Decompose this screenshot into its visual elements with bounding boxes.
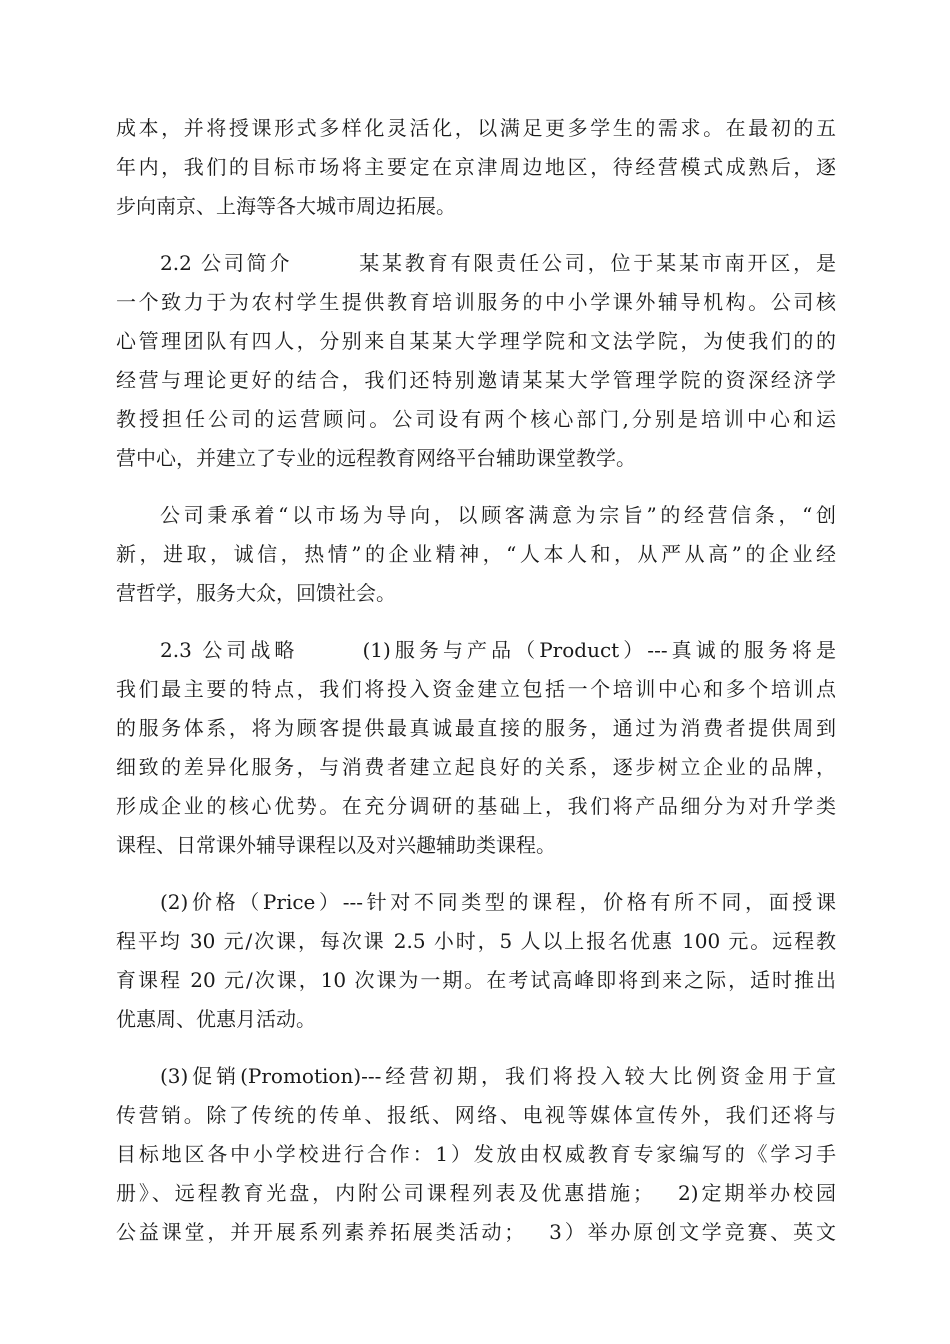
section-heading-2-2: 2.2 公司简介: [160, 251, 293, 275]
text-line: 心管理团队有四人，分别来自某某大学理学院和文法学院，为使我们的的: [116, 329, 836, 353]
text-line: 册》、远程教育光盘，内附公司课程列表及优惠措施； 2)定期举办校园: [116, 1181, 836, 1205]
text-line-with-heading: [116, 631, 836, 670]
text-line: 目标地区各中小学校进行合作：1）发放由权威教育专家编写的《学习手: [116, 1142, 836, 1166]
text-line: 公益课堂，并开展系列素养拓展类活动； 3）举办原创文学竞赛、英文: [116, 1220, 836, 1244]
text-line: (3)促销(Promotion)---经营初期，我们将投入较大比例资金用于宣: [160, 1064, 836, 1088]
paragraph-market-continuation: [116, 109, 836, 226]
text-line: 形成企业的核心优势。在充分调研的基础上，我们将产品细分为对升学类: [116, 794, 836, 818]
text-line: 步向南京、上海等各大城市周边拓展。: [116, 194, 456, 218]
text-line: 教授担任公司的运营顾问。公司设有两个核心部门,分别是培训中心和运: [116, 407, 836, 431]
text-line: 课程、日常课外辅导课程以及对兴趣辅助类课程。: [116, 833, 556, 857]
text-line: 新，进取，诚信，热情”的企业精神，“人本人和，从严从高”的企业经: [116, 542, 836, 566]
document-body: [116, 109, 836, 1270]
text-line: 经营与理论更好的结合，我们还特别邀请某某大学管理学院的资深经济学: [116, 368, 836, 392]
text-line: 程平均 30 元/次课，每次课 2.5 小时，5 人以上报名优惠 100 元。远程教: [116, 929, 836, 953]
text-line: (2)价格（Price）---针对不同类型的课程，价格有所不同，面授课: [160, 890, 836, 914]
text-line-fragment: 某某教育有限责任公司，位于某某市南开区，是: [356, 251, 837, 275]
text-line: 一个致力于为农村学生提供教育培训服务的中小学课外辅导机构。公司核: [116, 290, 836, 314]
text-line: 年内，我们的目标市场将主要定在京津周边地区，待经营模式成熟后，逐: [116, 155, 836, 179]
text-line-fragment: (1)服务与产品（Product）---真诚的服务将是: [362, 638, 836, 662]
paragraph-company-strategy: [116, 631, 836, 865]
text-line: 细致的差异化服务，与消费者建立起良好的关系，逐步树立企业的品牌，: [116, 755, 836, 779]
text-line-with-heading: [116, 244, 836, 283]
text-line: 传营销。除了传统的传单、报纸、网络、电视等媒体宣传外，我们还将与: [116, 1103, 836, 1127]
text-line: 优惠周、优惠月活动。: [116, 1007, 316, 1031]
text-line: 营中心，并建立了专业的远程教育网络平台辅助课堂教学。: [116, 446, 636, 470]
paragraph-promotion: [116, 1057, 836, 1252]
text-line: 的服务体系，将为顾客提供最真诚最直接的服务，通过为消费者提供周到: [116, 716, 836, 740]
text-line: 成本，并将授课形式多样化灵活化，以满足更多学生的需求。在最初的五: [116, 116, 836, 140]
text-line: 育课程 20 元/次课，10 次课为一期。在考试高峰即将到来之际，适时推出: [116, 968, 836, 992]
paragraph-pricing: [116, 883, 836, 1039]
text-line: 公司秉承着“以市场为导向，以顾客满意为宗旨”的经营信条，“创: [160, 503, 836, 527]
paragraph-company-profile: [116, 244, 836, 478]
section-heading-2-3: 2.3 公司战略: [160, 638, 299, 662]
text-line: 营哲学，服务大众，回馈社会。: [116, 581, 396, 605]
paragraph-company-philosophy: [116, 496, 836, 613]
text-line: 我们最主要的特点，我们将投入资金建立包括一个培训中心和多个培训点: [116, 677, 836, 701]
